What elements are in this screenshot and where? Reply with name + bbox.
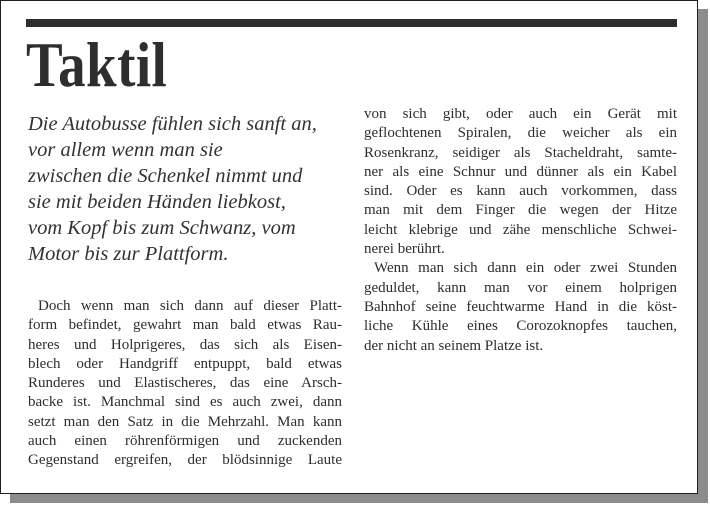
lead-line: vor allem wenn man sie bbox=[28, 139, 223, 161]
body-line: geflochtenen Spiralen, die weicher als ein bbox=[364, 125, 677, 142]
lead-line: vom Kopf bis zum Schwanz, vom bbox=[28, 217, 296, 239]
body-line: man mit dem Finger die wegen der Hitze bbox=[364, 202, 677, 219]
body-line: heres und Holprigeres, das sich als Eisen- bbox=[28, 336, 342, 353]
lead-line: Die Autobusse fühlen sich sanft an, bbox=[28, 113, 317, 135]
body-column-1 bbox=[28, 297, 342, 471]
body-line: leicht klebrige und zähe menschliche Schwei- bbox=[364, 221, 677, 238]
body-line: sind. Oder es kann auch vorkommen, dass bbox=[364, 183, 677, 200]
body-line: geduldet, kann man vor einem holprigen bbox=[364, 279, 677, 296]
lead-line: zwischen die Schenkel nimmt und bbox=[28, 165, 303, 187]
body-line: liche Kühle eines Corozoknopfes tauchen, bbox=[364, 318, 677, 335]
body-line: Rosenkranz, seidiger als Stacheldraht, samte- bbox=[364, 144, 677, 161]
body-line: von sich gibt, oder auch ein Gerät mit bbox=[364, 106, 677, 122]
body-column-2 bbox=[364, 105, 677, 356]
lead-line: Motor bis zur Plattform. bbox=[28, 243, 229, 265]
body-line: der nicht an seinem Platze ist. bbox=[364, 337, 544, 354]
article-title: Taktil bbox=[26, 29, 168, 100]
body-line: Wenn man sich dann ein oder zwei Stunden bbox=[374, 260, 677, 277]
body-line: Doch wenn man sich dann auf dieser Platt- bbox=[38, 298, 342, 314]
lead-line: sie mit beiden Händen liebkost, bbox=[28, 191, 286, 213]
body-line: setzt man den Satz in die Mehrzahl. Man kann bbox=[28, 413, 342, 430]
body-line: nerei berührt. bbox=[364, 241, 445, 258]
body-line: backe ist. Manchmal sind es auch zwei, dann bbox=[28, 394, 342, 411]
top-rule bbox=[26, 19, 677, 27]
body-line: Runderes und Elastischeres, das eine Arsch- bbox=[28, 375, 342, 392]
body-line: Bahnhof seine feuchtwarme Hand in die köst- bbox=[364, 298, 677, 315]
body-line: blech oder Handgriff entpuppt, bald etwas bbox=[28, 355, 342, 372]
body-line: form befindet, gewahrt man bald etwas Rau- bbox=[28, 317, 342, 334]
body-line: ner als eine Schnur und dünner als ein Kabel bbox=[364, 163, 677, 180]
body-line: auch einen röhrenförmigen und zuckenden bbox=[28, 433, 342, 450]
lead-paragraph bbox=[28, 111, 358, 267]
body-line: Gegenstand ergreifen, der blödsinnige Laute bbox=[28, 452, 342, 469]
